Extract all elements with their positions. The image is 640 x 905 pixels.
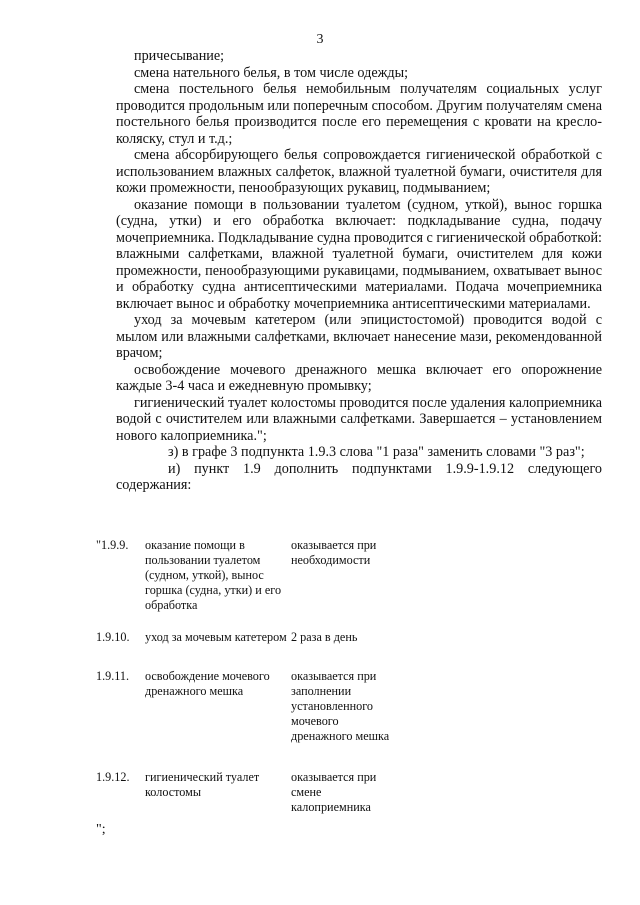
page-number: 3: [316, 32, 324, 47]
row-number: "1.9.9.: [96, 538, 129, 552]
row-service: освобождение мочевого дренажного мешка: [145, 669, 270, 698]
table-row: [96, 630, 396, 669]
paragraph: смена нательного белья, в том числе одежды;: [134, 64, 409, 81]
row-frequency: оказывается при смене калоприемника: [291, 770, 377, 814]
paragraph: з) в графе 3 подпункта 1.9.3 слова "1 раза" заменить словами "3 раз";: [168, 444, 585, 460]
row-service: уход за мочевым катетером: [145, 630, 287, 644]
paragraph: и) пункт 1.9 дополнить подпунктами 1.9.9-1.9.12 следующего содержания:: [116, 460, 602, 493]
closing-quote: ";: [96, 822, 106, 837]
services-table: [96, 538, 396, 815]
table-row: [96, 770, 396, 815]
paragraph: уход за мочевым катетером (или эпицистостомой) проводится водой с мылом или влажными салфетками, включает нанесение мази, рекомендованной врачом;: [116, 312, 602, 361]
row-frequency: 2 раза в день: [291, 630, 358, 644]
table-row: [96, 669, 396, 770]
body-text: [116, 48, 602, 494]
paragraph: причесывание;: [134, 48, 225, 64]
row-number: 1.9.12.: [96, 770, 130, 784]
paragraph: смена абсорбирующего белья сопровождается гигиенической обработкой с использованием влажных салфеток, влажной туалетной бумаги, очистителя для кожи промежности, пенообразующих рукавиц, подмыванием;: [116, 147, 602, 196]
paragraph: освобождение мочевого дренажного мешка включает его опорожнение каждые 3-4 часа и ежедневную промывку;: [116, 361, 602, 394]
row-frequency: оказывается при заполнении установленного мочевого дренажного мешка: [291, 669, 390, 743]
paragraph: смена постельного белья немобильным получателям социальных услуг проводится продольным или поперечным способом. Другим получателям смена постельного белья производится после его перемещения с кровати на кресло-коляску, стул и т.д.;: [116, 81, 602, 147]
row-service: гигиенический туалет колостомы: [145, 770, 260, 799]
table-row: [96, 538, 396, 630]
row-service: оказание помощи в пользовании туалетом (судном, уткой), вынос горшка (судна, утки) и его обработка: [145, 538, 282, 612]
row-frequency: оказывается при необходимости: [291, 538, 377, 567]
row-number: 1.9.11.: [96, 669, 130, 683]
paragraph: гигиенический туалет колостомы проводится после удаления калоприемника водой с очистителем или влажными салфетками. Завершается – установлением нового калоприемника.";: [116, 394, 602, 444]
row-number: 1.9.10.: [96, 630, 130, 644]
paragraph: оказание помощи в пользовании туалетом (судном, уткой), вынос горшка (судна, утки) и его обработка включает: подкладывание судна, подачу мочеприемника. Подкладывание судна проводится с гигиенической обработкой: влажными салфетками, влажной туалетной бумаги, очистителем для кожи промежности, пенообразующими рукавицами, подмыванием, охватывает вынос и обработку судна антисептическими материалами. Подача мочеприемника включает вынос и обработку мочеприемника антисептическими материалами.: [116, 196, 603, 312]
